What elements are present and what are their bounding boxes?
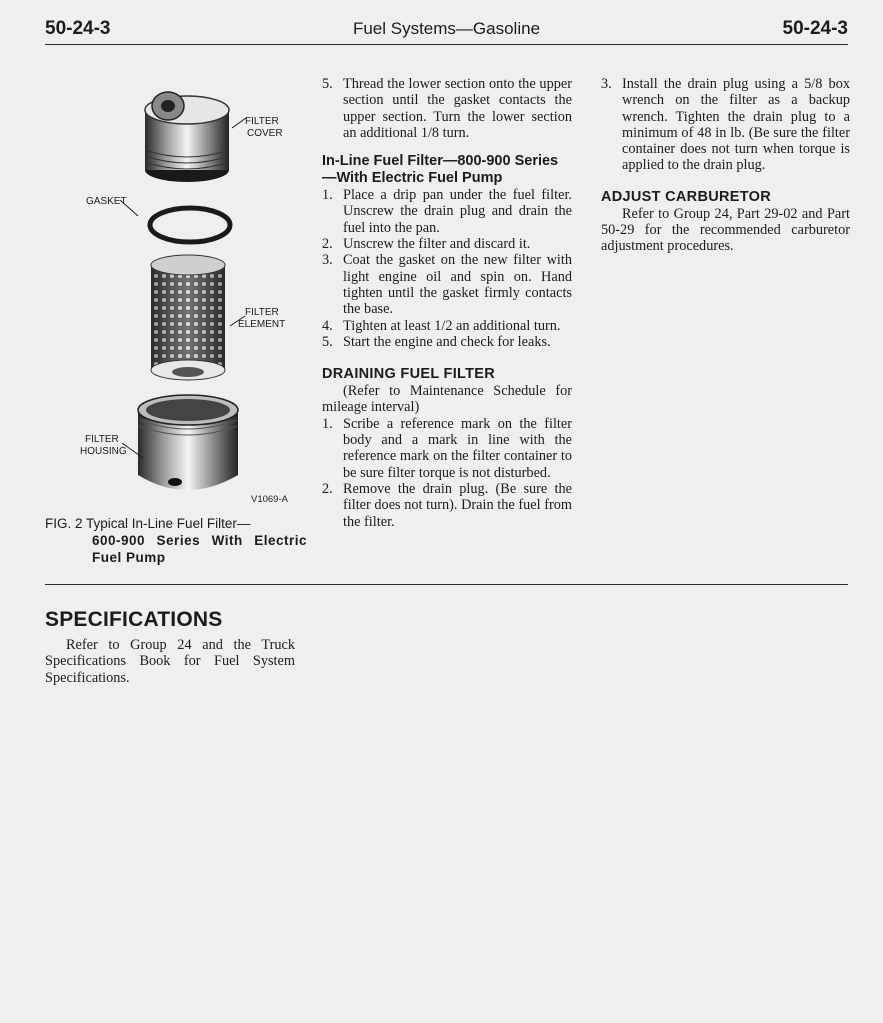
figure-caption: [45, 515, 307, 566]
label-filter-line1: FILTER: [245, 116, 279, 127]
step-list-draining: [322, 416, 572, 530]
figure-caption-lead: FIG. 2 Typical In-Line Fuel Filter—: [45, 516, 251, 531]
list-item: 1. Scribe a reference mark on the filter body and a mark in line with the reference mark on the filter container to be sure filter torque is not disturbed.: [322, 415, 572, 481]
column-right: [601, 76, 850, 255]
step-list-inline-filter: [322, 187, 572, 350]
specifications-heading: SPECIFICATIONS: [45, 608, 223, 631]
list-item: 2. Remove the drain plug. (Be sure the filter does not turn). Drain the fuel from the filter.: [322, 480, 572, 530]
figure-code: V1069-A: [251, 494, 288, 505]
filter-housing-part: [138, 395, 238, 490]
label-gasket: GASKET: [86, 196, 127, 207]
label-filter-line3: FILTER: [85, 434, 119, 445]
page-number-right: 50-24-3: [782, 18, 848, 39]
list-item: 4. Tighten at least 1/2 an additional turn.: [322, 317, 561, 334]
list-item: 5. Start the engine and check for leaks.: [322, 333, 551, 350]
section-heading-inline-filter: In-Line Fuel Filter—800-900 Series—With Electric Fuel Pump: [322, 153, 559, 187]
label-housing: HOUSING: [80, 446, 127, 457]
section-heading-draining: DRAINING FUEL FILTER: [322, 366, 496, 383]
list-item: 3. Install the drain plug using a 5/8 box wrench on the filter as a backup wrench. Tighten the drain plug to a minimum of 48 in lb. (Be sure the filter container does not turn when torque is applied to the drain plug.: [601, 76, 850, 174]
running-title: Fuel Systems—Gasoline: [352, 19, 541, 38]
list-item: 3. Coat the gasket on the new filter with light engine oil and spin on. Hand tighten until the gasket firmly contacts the base.: [322, 252, 572, 318]
list-item: 5. Thread the lower section onto the upper section until the gasket contacts the upper section. Turn the lower section an additional 1/8 turn.: [322, 76, 572, 141]
column-middle: [322, 76, 572, 530]
section-rule: [45, 584, 848, 585]
label-element: ELEMENT: [238, 319, 286, 330]
adjust-carburetor-text: Refer to Group 24, Part 29-02 and Part 50-29 for the recommended carburetor adjustment procedures.: [601, 205, 850, 255]
gasket-ring: [150, 208, 230, 242]
exploded-filter-diagram: [40, 80, 310, 505]
page-number-left: 50-24-3: [45, 18, 111, 39]
filter-cover-part: [145, 92, 229, 182]
label-filter-line2: FILTER: [245, 307, 279, 318]
section-heading-adjust-carburetor: ADJUST CARBURETOR: [601, 188, 771, 205]
list-item: 2. Unscrew the filter and discard it.: [322, 236, 531, 253]
fuel-filter-illustration: [40, 80, 310, 505]
step-list-draining-continued: [601, 76, 850, 174]
step-list-continued: [322, 76, 572, 141]
page-header: [45, 18, 848, 44]
label-cover: COVER: [247, 128, 283, 139]
filter-element-part: [151, 255, 225, 380]
draining-intro: (Refer to Maintenance Schedule for mileage interval): [322, 383, 572, 416]
header-rule: [45, 44, 848, 45]
specifications-text: Refer to Group 24 and the Truck Specifications Book for Fuel System Specifications.: [45, 637, 295, 686]
list-item: 1. Place a drip pan under the fuel filter. Unscrew the drain plug and drain the fuel into the pan.: [322, 187, 572, 236]
figure-caption-rest: 600-900 Series With Electric Fuel Pump: [92, 533, 307, 565]
